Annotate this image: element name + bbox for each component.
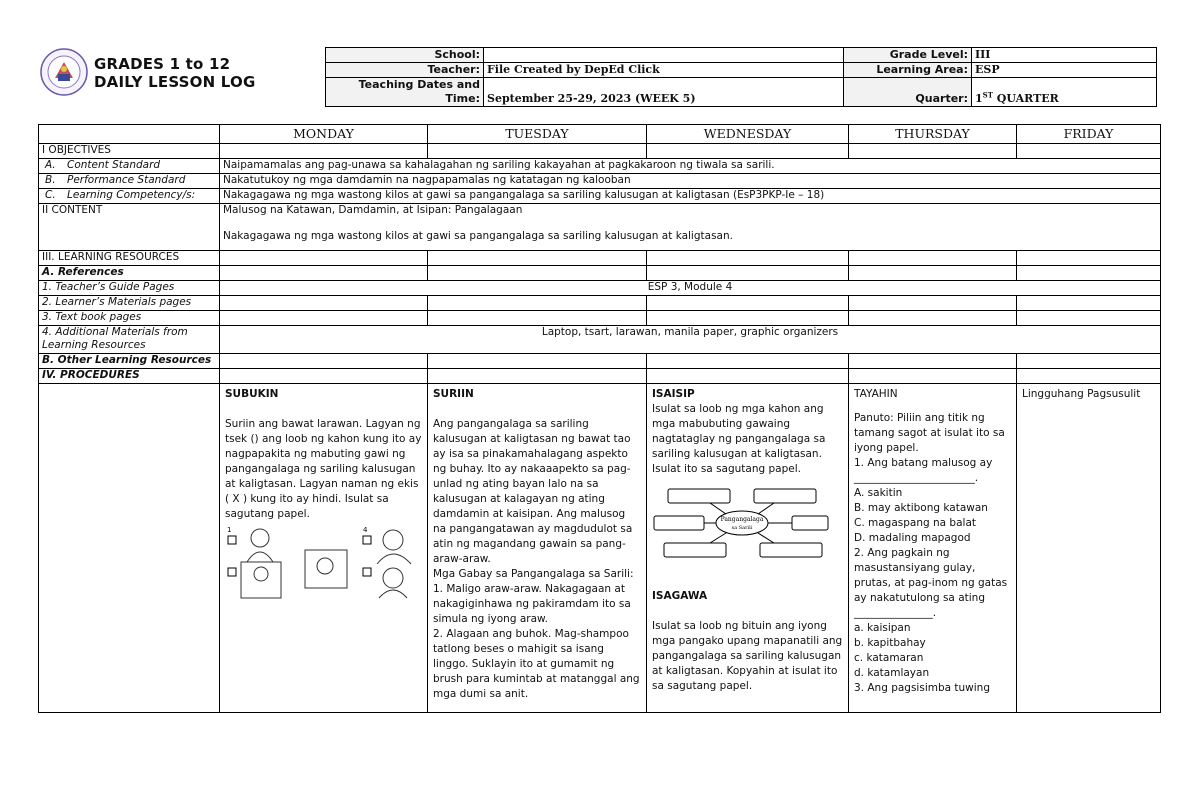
learners-materials-label: 2. Learner’s Materials pages [39,296,220,311]
thursday-q2-option-a: a. kaisipan [854,622,911,634]
empty-cell [220,251,428,266]
corner-cell [39,125,220,144]
procedures-label: IV. PROCEDURES [39,369,220,384]
empty-cell [1017,311,1161,326]
school-label: School: [326,48,484,63]
thursday-q1-option-b: B. may aktibong katawan [854,502,988,514]
learning-area-value: ESP [972,63,1157,78]
empty-cell [428,354,647,369]
empty-cell [1017,144,1161,159]
self-care-graphic-organizer [652,485,830,563]
empty-cell [849,369,1017,384]
thursday-q2-option-d: d. katamlayan [854,667,930,679]
empty-cell [849,251,1017,266]
additional-materials-label-line2: Learning Resources [42,339,146,351]
empty-cell [1017,354,1161,369]
textbook-pages-label: 3. Text book pages [39,311,220,326]
day-friday: FRIDAY [1017,125,1161,144]
organizer-center-line2: sa Sarili [731,525,753,531]
empty-cell [647,144,849,159]
empty-cell [647,296,849,311]
empty-cell [428,266,647,281]
quarter-label: Quarter: [844,78,972,107]
checkbox-4 [363,536,371,544]
empty-cell [1017,369,1161,384]
thursday-question-3: 3. Ang pagsisimba tuwing [854,682,990,694]
thursday-q1-option-d: D. madaling mapagod [854,532,971,544]
references-label: A. References [39,266,220,281]
empty-cell [849,266,1017,281]
monday-picture-illustration [225,522,420,602]
content-label: II CONTENT [39,204,220,251]
day-header-row [39,125,1161,144]
lesson-log-table [38,124,1161,713]
empty-cell [220,311,428,326]
empty-cell [220,369,428,384]
friday-procedure-cell [1017,384,1161,713]
competency-value: Nakagagawa ng mga wastong kilos at gawi sa pangangalaga sa sariling kalusugan at kaligtasan (EsP3PKP-Ie – 18) [220,189,1161,204]
content-standard-text: Content Standard [67,159,161,171]
monday-title: SUBUKIN [225,388,279,400]
wednesday-title: ISAISIP [652,388,695,400]
thursday-question-1: 1. Ang batang malusog ay _______________________. [854,457,993,484]
teaching-dates-label-line1: Teaching Dates and [358,78,480,91]
quarter-suffix: ST [982,90,993,100]
additional-materials-label [39,326,220,354]
day-tuesday: TUESDAY [428,125,647,144]
performance-standard-letter: B. [45,174,56,186]
day-thursday: THURSDAY [849,125,1017,144]
content-line2: Nakagagawa ng mga wastong kilos at gawi sa pangangalaga sa sariling kalusugan at kaligtasan. [223,230,733,242]
tuesday-paragraph-3: 1. Maligo araw-araw. Nakagagaan at nakagiginhawa ng pakiramdam ito sa simula ng iyong araw. [433,583,631,625]
procedures-blank-cell [39,384,220,713]
performance-standard-text: Performance Standard [67,174,186,186]
competency-text: Learning Competency/s: [67,189,196,201]
teaching-dates-value: September 25-29, 2023 (WEEK 5) [484,78,844,107]
empty-cell [428,311,647,326]
checkbox-5 [363,568,371,576]
tuesday-title: SURIIN [433,388,474,400]
procedures-row [39,384,1161,713]
school-value [484,48,844,63]
wednesday-instructions-2: Isulat sa loob ng bituin ang iyong mga pangako upang mapanatili ang pangangalaga sa sariling kalusugan at kaligtasan. Kopyahin at isulat ito sa sagutang papel. [652,620,843,692]
empty-cell [647,369,849,384]
empty-cell [1017,266,1161,281]
quarter-number: 1 [975,92,983,105]
competency-label [39,189,220,204]
deped-seal-logo [40,48,88,96]
grade-level-label: Grade Level: [844,48,972,63]
teaching-dates-label [326,78,484,107]
teachers-guide-label: 1. Teacher’s Guide Pages [39,281,220,296]
empty-cell [428,369,647,384]
other-resources-label: B. Other Learning Resources [39,354,220,369]
grade-level-value: III [972,48,1157,63]
content-standard-label [39,159,220,174]
tuesday-paragraph-4: 2. Alagaan ang buhok. Mag-shampoo tatlong beses o mahigit sa isang linggo. Suklayin ito at gumamit ng brush para kumintab at matanggal ang mga dumi sa anit. [433,628,640,700]
empty-cell [647,311,849,326]
wednesday-procedure-cell [647,384,849,713]
empty-cell [849,311,1017,326]
content-standard-letter: A. [45,159,56,171]
thursday-question-2: 2. Ang pagkain ng masustansiyang gulay, prutas, at pag-inom ng gatas ay nakatutulong sa ating _______________. [854,547,1008,619]
empty-cell [220,266,428,281]
wednesday-instructions: Isulat sa loob ng mga kahon ang mga mabubuting gawaing nagtataglay ng pangangalaga sa sariling kalusugan at kaligtasan. Isulat ito sa sagutang papel. [652,403,826,475]
thursday-q2-option-c: c. katamaran [854,652,924,664]
friday-title: Lingguhang Pagsusulit [1022,388,1141,400]
empty-cell [849,144,1017,159]
additional-materials-label-line1: 4. Additional Materials from [42,326,188,338]
performance-standard-value: Nakatutukoy ng mga damdamin na nagpapamalas ng katatagan ng kalooban [220,174,1161,189]
tuesday-paragraph-1: Ang pangangalaga sa sariling kalusugan at kaligtasan ng bawat tao ay isa sa pinakamahalagang aspekto ng buhay. Ito ay nakaaapekto sa pag-unlad ng ating bayan lalo na sa kalusugan at kalagayan ng ating damdamin at kaisipan. Ang malusog na pangangatawan ay magdudulot sa atin ng magandang gawain sa pang-araw-araw. [433,418,633,565]
form-title-line2: DAILY LESSON LOG [94,73,256,91]
thursday-procedure-cell [849,384,1017,713]
day-wednesday: WEDNESDAY [647,125,849,144]
thursday-q1-option-a: A. sakitin [854,487,903,499]
tuesday-paragraph-2: Mga Gabay sa Pangangalaga sa Sarili: [433,568,634,580]
empty-cell [428,296,647,311]
form-title-line1: GRADES 1 to 12 [94,55,231,73]
empty-cell [1017,251,1161,266]
empty-cell [647,251,849,266]
learning-area-label: Learning Area: [844,63,972,78]
quarter-word: QUARTER [996,92,1059,105]
additional-materials-value: Laptop, tsart, larawan, manila paper, graphic organizers [220,326,1161,354]
empty-cell [1017,296,1161,311]
empty-cell [849,354,1017,369]
wednesday-title-2: ISAGAWA [652,590,708,602]
objectives-label: I OBJECTIVES [39,144,220,159]
thursday-intro: Panuto: Piliin ang titik ng tamang sagot at isulat ito sa iyong papel. [854,412,1005,454]
day-monday: MONDAY [220,125,428,144]
monday-instructions: Suriin ang bawat larawan. Lagyan ng tsek () ang loob ng kahon kung ito ay nagpapakita ng mabuting gawi ng pangangalaga ng sariling kalusugan at kaligtasan. Lagyan naman ng ekis ( X ) kung ito ay hindi. Isulat sa sagutang papel. [225,418,422,520]
thursday-title: TAYAHIN [854,388,898,400]
teacher-value: File Created by DepEd Click [484,63,844,78]
competency-letter: C. [45,189,56,201]
content-line1: Malusog na Katawan, Damdamin, at Isipan: Pangalagaan [223,204,523,216]
content-standard-value: Naipamamalas ang pag-unawa sa kahalagahan ng sariling kakayahan at pagkakaroon ng tiwala sa sarili. [220,159,1161,174]
header-info-table [325,47,1157,107]
empty-cell [428,144,647,159]
checkbox-1 [228,536,236,544]
thursday-q1-option-c: C. magaspang na balat [854,517,976,529]
empty-cell [220,144,428,159]
empty-cell [428,251,647,266]
teachers-guide-value: ESP 3, Module 4 [220,281,1161,296]
empty-cell [220,296,428,311]
picture-number-4: 4 [363,526,368,534]
quarter-value [972,78,1157,107]
checkbox-2 [228,568,236,576]
tuesday-procedure-cell [428,384,647,713]
empty-cell [647,266,849,281]
thursday-q2-option-b: b. kapitbahay [854,637,926,649]
organizer-center-line1: Pangangalaga [720,516,764,523]
empty-cell [647,354,849,369]
resources-label: III. LEARNING RESOURCES [39,251,220,266]
content-value [220,204,1161,251]
teacher-label: Teacher: [326,63,484,78]
performance-standard-label [39,174,220,189]
picture-number-1: 1 [227,526,232,534]
empty-cell [849,296,1017,311]
teaching-dates-label-line2: Time: [445,92,480,105]
empty-cell [220,354,428,369]
monday-procedure-cell [220,384,428,713]
